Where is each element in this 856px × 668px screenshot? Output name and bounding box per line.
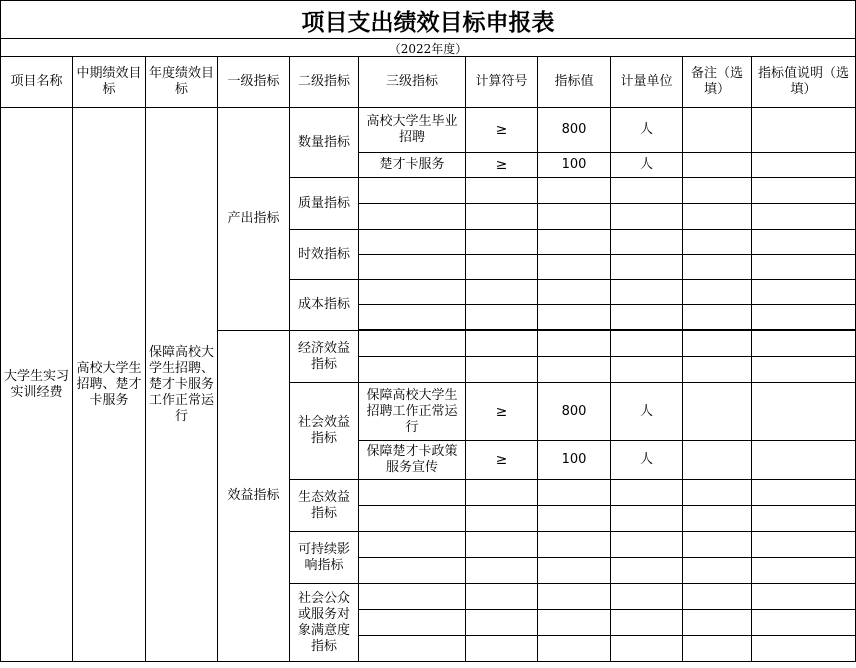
header-cell: 计量单位 [611, 57, 683, 108]
level2-ecological-cell: 生态效益指标 [290, 480, 359, 532]
page-title: 项目支出绩效目标申报表 [0, 0, 856, 39]
unit-cell: 人 [611, 108, 683, 153]
header-cell: 二级指标 [290, 57, 359, 108]
header-cell: 计算符号 [466, 57, 538, 108]
symbol-cell: ≥ [466, 153, 538, 178]
explanation-cell [752, 441, 856, 480]
header-cell: 三级指标 [359, 57, 466, 108]
level3-cell: 楚才卡服务 [359, 153, 466, 178]
unit-cell: 人 [611, 383, 683, 441]
level1-output-cell: 产出指标 [218, 108, 290, 331]
value-cell: 100 [538, 153, 611, 178]
level2-satisfaction-cell: 社会公众或服务对象满意度指标 [290, 584, 359, 662]
header-cell: 备注（选填） [683, 57, 752, 108]
symbol-cell: ≥ [466, 108, 538, 153]
page-subtitle: （2022年度） [0, 38, 856, 57]
explanation-cell [752, 108, 856, 153]
table-row [1, 108, 856, 153]
unit-cell: 人 [611, 441, 683, 480]
level2-economic-cell: 经济效益指标 [290, 331, 359, 383]
performance-table [0, 56, 856, 662]
symbol-cell: ≥ [466, 383, 538, 441]
level2-quality-cell: 质量指标 [290, 178, 359, 230]
level3-cell: 保障高校大学生招聘工作正常运行 [359, 383, 466, 441]
header-cell: 指标值说明（选填） [752, 57, 856, 108]
level2-social-cell: 社会效益指标 [290, 383, 359, 480]
level2-cost-cell: 成本指标 [290, 280, 359, 331]
level2-timeliness-cell: 时效指标 [290, 230, 359, 280]
header-cell: 指标值 [538, 57, 611, 108]
remark-cell [683, 383, 752, 441]
level1-benefit-cell: 效益指标 [218, 331, 290, 662]
explanation-cell [752, 153, 856, 178]
level2-quantity-cell: 数量指标 [290, 108, 359, 178]
level3-cell: 保障楚才卡政策服务宣传 [359, 441, 466, 480]
explanation-cell [752, 383, 856, 441]
remark-cell [683, 153, 752, 178]
remark-cell [683, 108, 752, 153]
value-cell: 800 [538, 383, 611, 441]
header-cell: 年度绩效目标 [146, 57, 218, 108]
header-cell: 一级指标 [218, 57, 290, 108]
header-cell: 项目名称 [1, 57, 73, 108]
header-cell: 中期绩效目标 [73, 57, 146, 108]
table-header-row [1, 57, 856, 108]
value-cell: 100 [538, 441, 611, 480]
level3-cell: 高校大学生毕业招聘 [359, 108, 466, 153]
unit-cell: 人 [611, 153, 683, 178]
annual-goal-cell: 保障高校大学生招聘、楚才卡服务工作正常运行 [146, 108, 218, 662]
project-name-cell: 大学生实习实训经费 [1, 108, 73, 662]
remark-cell [683, 441, 752, 480]
level2-sustainable-cell: 可持续影响指标 [290, 532, 359, 584]
midterm-goal-cell: 高校大学生招聘、楚才卡服务 [73, 108, 146, 662]
value-cell: 800 [538, 108, 611, 153]
symbol-cell: ≥ [466, 441, 538, 480]
